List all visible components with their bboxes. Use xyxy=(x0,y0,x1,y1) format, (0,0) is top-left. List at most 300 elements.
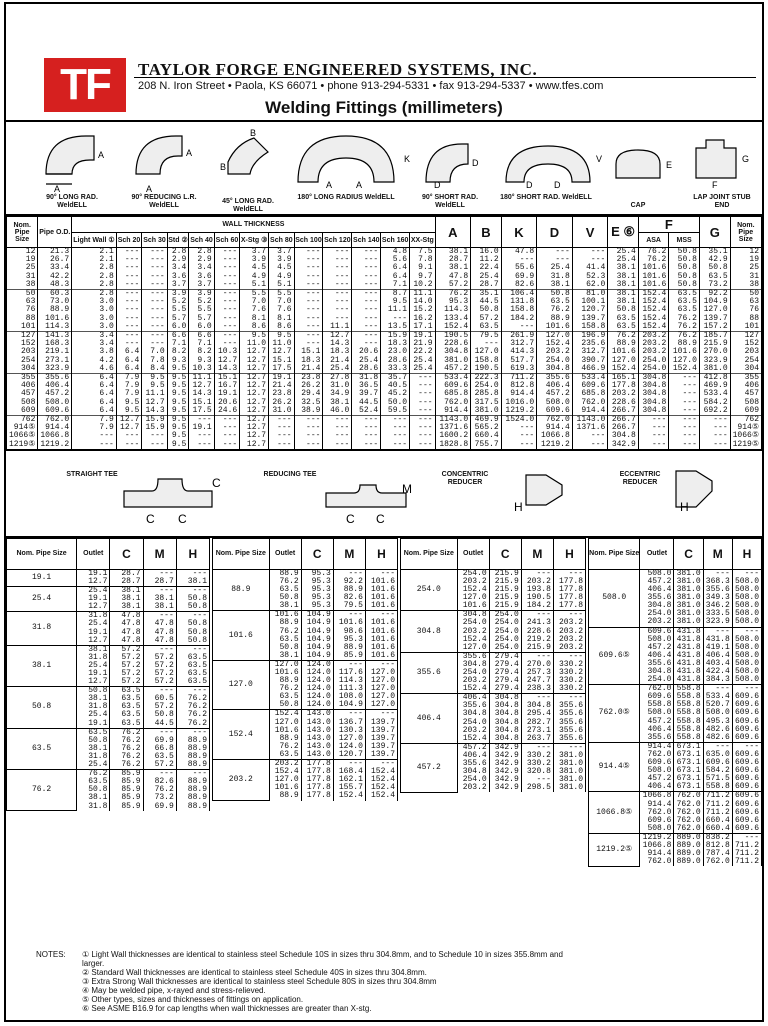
label-concentric-reducer: CONCENTRIC REDUCER xyxy=(441,470,489,486)
cell: --- xyxy=(521,694,553,703)
cell: --- xyxy=(732,833,761,842)
cell: 9.3 xyxy=(167,357,189,365)
wall-col-1: Sch 20 xyxy=(116,233,141,248)
header-rule xyxy=(134,77,756,78)
col-outlet: Outlet xyxy=(77,538,110,569)
cell: 349.3 xyxy=(703,594,732,602)
svg-text:M: M xyxy=(402,481,412,496)
cell: 124.0 xyxy=(301,693,333,701)
cell: 63.5 xyxy=(269,693,301,701)
cell: --- xyxy=(381,432,410,440)
cell: 295.4 xyxy=(521,710,553,718)
cell: --- xyxy=(294,306,323,314)
svg-text:A: A xyxy=(54,184,61,194)
cell: 13.5 xyxy=(381,323,410,332)
col-k: K xyxy=(501,217,537,248)
cell: 127.0 xyxy=(365,701,397,710)
cell: 5.7 xyxy=(167,315,189,323)
cell: 711.2 xyxy=(732,850,761,858)
cell: 228.6 xyxy=(521,628,553,636)
cell: --- xyxy=(143,687,176,696)
cell: 22.2 xyxy=(410,348,435,356)
page-title: Welding Fittings (millimeters) xyxy=(265,98,503,117)
cell: 139.7 xyxy=(365,735,397,743)
cell: 57.2 xyxy=(143,654,176,662)
cell: 33.4 xyxy=(38,264,72,272)
cell: 5.2 xyxy=(167,298,189,306)
cell: 4.9 xyxy=(240,273,269,281)
cell: 12 xyxy=(730,248,761,257)
cell: 28.6 xyxy=(352,365,381,374)
cell: 7.1 xyxy=(189,340,214,348)
cell: 76.2 xyxy=(176,703,209,711)
cell: 139.7 xyxy=(365,743,397,751)
cell: 285.8 xyxy=(471,390,502,398)
cell: 508 xyxy=(7,399,38,407)
cell: 69.9 xyxy=(143,737,176,745)
cell: 57.2 xyxy=(110,662,143,670)
cell: --- xyxy=(553,569,585,578)
cell: 88.9 xyxy=(176,761,209,770)
cell: 127.0 xyxy=(608,357,639,365)
cell: 215.9 xyxy=(489,602,521,611)
cell: 762.0 xyxy=(38,416,72,425)
cell: 342.9 xyxy=(489,776,521,784)
cell: 168.3 xyxy=(38,340,72,348)
cell: 76.2 xyxy=(176,695,209,703)
cell: 254.0 xyxy=(457,569,489,578)
cell: --- xyxy=(294,315,323,323)
cell: 7.9 xyxy=(72,416,117,425)
cell: 2.8 xyxy=(72,290,117,299)
cell: 88.9 xyxy=(333,644,365,652)
cell: --- xyxy=(269,432,294,440)
cell: 50.8 xyxy=(669,256,700,264)
cell: 177.8 xyxy=(553,578,585,586)
cell: 196.9 xyxy=(572,332,608,341)
table-row xyxy=(401,652,586,661)
cell: 660.4 xyxy=(471,432,502,440)
cell: 914⑤ xyxy=(730,424,761,432)
cell: 60.5 xyxy=(143,695,176,703)
cell: 10.3 xyxy=(189,365,214,374)
cell: 203.2 xyxy=(457,784,489,792)
cell: 25.4 xyxy=(352,357,381,365)
cell: 124.0 xyxy=(333,743,365,751)
cell: 1524.0 xyxy=(501,416,537,425)
cell: 104.9 xyxy=(333,701,365,710)
cell: --- xyxy=(638,441,669,449)
cell: 762 xyxy=(7,416,38,425)
cell: --- xyxy=(143,587,176,596)
cell: 177.8 xyxy=(553,594,585,602)
cell: 279.4 xyxy=(489,669,521,677)
cell: 279.4 xyxy=(489,677,521,685)
note-5: ⑤ Other types, sizes and thicknesses of fittings on application. xyxy=(82,995,304,1004)
cell: 3.6 xyxy=(189,273,214,281)
cell: 9.3 xyxy=(189,357,214,365)
cell: 50.8 xyxy=(608,306,639,314)
cell: 508.0 xyxy=(640,636,674,644)
cell: 57.2 xyxy=(435,281,471,290)
cell: 57.2 xyxy=(110,654,143,662)
cell: 50.8 xyxy=(269,644,301,652)
cell: 28.7 xyxy=(110,578,143,587)
fitting-label-45lr: 45° LONG RAD. WeldELL xyxy=(222,198,274,213)
cell: 368.3 xyxy=(703,578,732,586)
nom-size: 25.4 xyxy=(7,587,77,612)
cell: 127 xyxy=(7,332,38,341)
svg-text:B: B xyxy=(220,162,227,172)
cell: 1066.8 xyxy=(640,842,674,850)
cell: --- xyxy=(669,416,700,425)
table-row xyxy=(401,743,586,752)
cell: 3.6 xyxy=(167,273,189,281)
cell: 8.6 xyxy=(269,323,294,332)
cell: 152.4 xyxy=(669,365,700,374)
cell: --- xyxy=(553,611,585,620)
cell: 406.4 xyxy=(703,652,732,660)
cell: 31.0 xyxy=(269,407,294,416)
cell: 508.0 xyxy=(537,399,573,407)
cell: 203.2 xyxy=(553,619,585,627)
cell: 31 xyxy=(730,273,761,281)
cell: 323.9 xyxy=(38,365,72,374)
cell: 3.4 xyxy=(72,340,117,348)
cell: 38.1 xyxy=(608,264,639,272)
cell: 4.8 xyxy=(381,248,410,257)
cell: 11.0 xyxy=(269,340,294,348)
cell: 635.0 xyxy=(703,751,732,759)
cell: 508.0 xyxy=(640,569,674,578)
cell: 131.8 xyxy=(501,298,537,306)
cell: 711.2 xyxy=(501,374,537,383)
cell: 136.7 xyxy=(333,719,365,727)
cell: --- xyxy=(333,710,365,719)
cell: 23.8 xyxy=(294,374,323,383)
cell: 85.9 xyxy=(110,786,143,794)
cell: 76.2 xyxy=(269,578,301,586)
svg-text:A: A xyxy=(146,184,153,194)
cell: --- xyxy=(572,441,608,449)
cell: --- xyxy=(116,340,141,348)
cell: 406 xyxy=(730,382,761,390)
cell: 4.6 xyxy=(72,365,117,374)
cell: 155.7 xyxy=(333,784,365,792)
cell: 48.3 xyxy=(38,281,72,290)
cell: 25.4 xyxy=(77,587,110,596)
cell: 35.1 xyxy=(699,248,730,257)
cell: 63.5 xyxy=(176,654,209,662)
cell: 101 xyxy=(730,323,761,332)
cell: 609.6 xyxy=(732,751,761,759)
cell: 1371.6 xyxy=(435,424,471,432)
cell: 46.0 xyxy=(323,407,352,416)
cell: 457 xyxy=(730,390,761,398)
cell: 6.6 xyxy=(167,332,189,341)
cell: 76.2 xyxy=(110,761,143,770)
cell: 381.0 xyxy=(674,578,703,586)
cell: 104.9 xyxy=(301,628,333,636)
col-c: C xyxy=(674,538,703,569)
cell: 6.4 xyxy=(381,273,410,281)
cell: 279.4 xyxy=(489,685,521,694)
cell: --- xyxy=(142,256,167,264)
cell: 38.9 xyxy=(294,407,323,416)
cell: --- xyxy=(214,332,239,341)
cell: 609.6 xyxy=(732,759,761,767)
cell: 38.1 xyxy=(77,745,110,753)
cell: 168.4 xyxy=(333,768,365,776)
cell: 34.9 xyxy=(323,390,352,398)
cell: 755.7 xyxy=(471,441,502,449)
cell: 5.6 xyxy=(381,256,410,264)
note-3: ③ Extra Strong Wall thicknesses are identical to stainless steel Schedule 80S in sizes thru 304.8mm xyxy=(82,977,437,986)
cell: 85.9 xyxy=(110,803,143,811)
col-nom: Nom. Pipe Size xyxy=(589,538,640,569)
cell: 254.0 xyxy=(457,719,489,727)
cell: 457.2 xyxy=(640,775,674,783)
cell: 330.2 xyxy=(553,685,585,694)
cell: 812.8 xyxy=(703,842,732,850)
cell: --- xyxy=(143,569,176,578)
cell: 16.0 xyxy=(471,248,502,257)
cell: 254.0 xyxy=(457,619,489,627)
cell: 558.8 xyxy=(674,718,703,726)
cell: 203.2 xyxy=(608,390,639,398)
cell: 298.5 xyxy=(521,784,553,792)
cell: 619.3 xyxy=(501,365,537,374)
cell: 219.1 xyxy=(38,348,72,356)
cell: 63.5 xyxy=(269,636,301,644)
cell: 508.0 xyxy=(732,636,761,644)
cell: 4.5 xyxy=(240,264,269,272)
cell: 101.6 xyxy=(365,594,397,602)
cell: 1066.8 xyxy=(38,432,72,440)
cell: 3.9 xyxy=(269,256,294,264)
cell: 28.7 xyxy=(110,569,143,578)
cell: 127.0 xyxy=(269,776,301,784)
cell: --- xyxy=(189,441,214,449)
nom-size: 88.9 xyxy=(213,569,270,610)
cell: 28.7 xyxy=(435,256,471,264)
cell: 762.0 xyxy=(674,801,703,809)
cell: 3.9 xyxy=(240,256,269,264)
cell: 279.4 xyxy=(489,661,521,669)
cell: 5.5 xyxy=(167,306,189,314)
cell: 11.1 xyxy=(381,306,410,314)
cell: 266.7 xyxy=(608,424,639,432)
table-row xyxy=(213,760,398,769)
cell: 6.4 xyxy=(72,399,117,407)
cell: 3.7 xyxy=(269,248,294,257)
cell: 12.7 xyxy=(116,424,141,432)
svg-text:C: C xyxy=(376,511,385,526)
cell: 8.6 xyxy=(240,323,269,332)
cell: 38.1 xyxy=(537,281,573,290)
cell: --- xyxy=(176,770,209,779)
cell: 254.0 xyxy=(489,619,521,627)
cell: --- xyxy=(294,290,323,299)
cell: --- xyxy=(116,332,141,341)
cell: 4.5 xyxy=(269,264,294,272)
cell: --- xyxy=(323,424,352,432)
cell: 914.4 xyxy=(640,801,674,809)
nom-size: 355.6 xyxy=(401,652,458,693)
cell: --- xyxy=(269,424,294,432)
cell: 76.2 xyxy=(537,306,573,314)
cell: 101.6 xyxy=(608,348,639,356)
cell: 60.3 xyxy=(38,290,72,299)
cell: 762 xyxy=(730,416,761,425)
cell: 16.2 xyxy=(410,315,435,323)
cell: 508.0 xyxy=(640,825,674,834)
cell: 3.0 xyxy=(72,323,117,332)
cell: 219.2 xyxy=(521,636,553,644)
cell: --- xyxy=(352,273,381,281)
cell: 2.1 xyxy=(72,256,117,264)
cell: 7.9 xyxy=(72,424,117,432)
cell: 31.0 xyxy=(323,382,352,390)
cell: --- xyxy=(214,424,239,432)
cell: 88.9 xyxy=(176,786,209,794)
cell: 5.5 xyxy=(189,306,214,314)
cell: 609.6 xyxy=(640,817,674,825)
cell: 106.4 xyxy=(501,290,537,299)
wall-col-7: Sch 80 xyxy=(269,233,294,248)
cell: 20.6 xyxy=(214,399,239,407)
cell: 508 xyxy=(730,399,761,407)
cell: 88.9 xyxy=(176,778,209,786)
cell: 50.8 xyxy=(471,306,502,314)
cell: 177.8 xyxy=(301,784,333,792)
col-m: M xyxy=(521,538,553,569)
cell: 711.2 xyxy=(732,858,761,866)
cell: 57.2 xyxy=(143,670,176,678)
tee-header-row xyxy=(589,538,762,569)
cell: 3.4 xyxy=(72,332,117,341)
cell: 101.6 xyxy=(269,611,301,620)
cell: 431.8 xyxy=(674,644,703,652)
cell: 508.0 xyxy=(640,709,674,717)
cell: 1219.2 xyxy=(537,441,573,449)
cell: 609.6 xyxy=(572,382,608,390)
cell: 6.4 xyxy=(116,357,141,365)
cell: 76.2 xyxy=(176,711,209,719)
cell: 406.4 xyxy=(457,694,489,703)
cell: --- xyxy=(323,432,352,440)
cell: 76.2 xyxy=(638,256,669,264)
cell: 62.0 xyxy=(572,281,608,290)
cell: 152.4 xyxy=(435,323,471,332)
cell: 8.7 xyxy=(381,290,410,299)
cell: 355.6 xyxy=(553,719,585,727)
cell: --- xyxy=(116,273,141,281)
cell: 558.8 xyxy=(703,783,732,792)
notes-list xyxy=(82,950,576,1013)
cell: 8.1 xyxy=(240,315,269,323)
cell: 12.7 xyxy=(240,416,269,425)
cell: --- xyxy=(116,256,141,264)
cell: 15.1 xyxy=(214,374,239,383)
col-m: M xyxy=(333,538,365,569)
cell: 254.0 xyxy=(640,610,674,618)
cell: 39.7 xyxy=(352,390,381,398)
cell: 342.9 xyxy=(489,784,521,792)
cell: --- xyxy=(323,281,352,290)
page xyxy=(4,2,764,1022)
table-row xyxy=(213,660,398,669)
cell: 431.8 xyxy=(674,676,703,685)
cell: 304.8 xyxy=(457,768,489,776)
svg-text:A: A xyxy=(326,180,333,190)
tee-header-row xyxy=(7,538,210,569)
cell: 838.2 xyxy=(703,833,732,842)
cell: 609.6 xyxy=(732,809,761,817)
cell: 482.6 xyxy=(703,726,732,734)
note-6: ⑥ See ASME B16.9 for cap lengths when wall thicknesses are greater than X-stg. xyxy=(82,1004,372,1013)
cell: --- xyxy=(381,416,410,425)
cell: 304.8 xyxy=(608,432,639,440)
cell: 88.9 xyxy=(269,619,301,627)
col-c: C xyxy=(489,538,521,569)
table-row xyxy=(7,441,762,449)
cell: 63.5 xyxy=(110,695,143,703)
cell: 120.7 xyxy=(572,306,608,314)
cell: --- xyxy=(214,416,239,425)
cell: 558.8 xyxy=(674,693,703,701)
cell: 15.1 xyxy=(294,348,323,356)
cell: --- xyxy=(572,248,608,257)
cell: 127.0 xyxy=(365,693,397,701)
cell: 203.2 xyxy=(638,332,669,341)
cell: 35.1 xyxy=(471,290,502,299)
cell: 403.4 xyxy=(703,660,732,668)
cell: 406.4 xyxy=(640,726,674,734)
cell: 7.9 xyxy=(116,382,141,390)
cell: 7.9 xyxy=(116,390,141,398)
cell: 63.5 xyxy=(110,711,143,719)
cell: 508.0 xyxy=(732,660,761,668)
cell: 304.8 xyxy=(638,382,669,390)
cell: 23.8 xyxy=(269,390,294,398)
col-outlet: Outlet xyxy=(457,538,489,569)
svg-text:D: D xyxy=(472,158,479,168)
cell: 7.0 xyxy=(142,348,167,356)
company-address: 208 N. Iron Street • Paola, KS 66071 • phone 913-294-5331 • fax 913-294-5337 • www.tfes.com xyxy=(138,80,604,92)
cell: 36.5 xyxy=(352,382,381,390)
cell: 38.1 xyxy=(323,399,352,407)
cell: 203.2 xyxy=(537,348,573,356)
cell: 3.8 xyxy=(72,348,117,356)
cell: 38.1 xyxy=(608,290,639,299)
cell: 152.4 xyxy=(365,776,397,784)
cell: --- xyxy=(669,441,700,449)
cell: --- xyxy=(323,416,352,425)
col-nom: Nom. Pipe Size xyxy=(213,538,270,569)
cell: 762.0 xyxy=(640,751,674,759)
cell: --- xyxy=(521,569,553,578)
col-m: M xyxy=(143,538,176,569)
cell: --- xyxy=(410,416,435,425)
cell: 685.8 xyxy=(572,390,608,398)
cell: 24.6 xyxy=(214,407,239,416)
cell: 104.9 xyxy=(301,636,333,644)
cell: 304.8 xyxy=(638,407,669,416)
cell: --- xyxy=(294,432,323,440)
cell: 47.8 xyxy=(110,637,143,646)
cell: 6.4 xyxy=(381,264,410,272)
